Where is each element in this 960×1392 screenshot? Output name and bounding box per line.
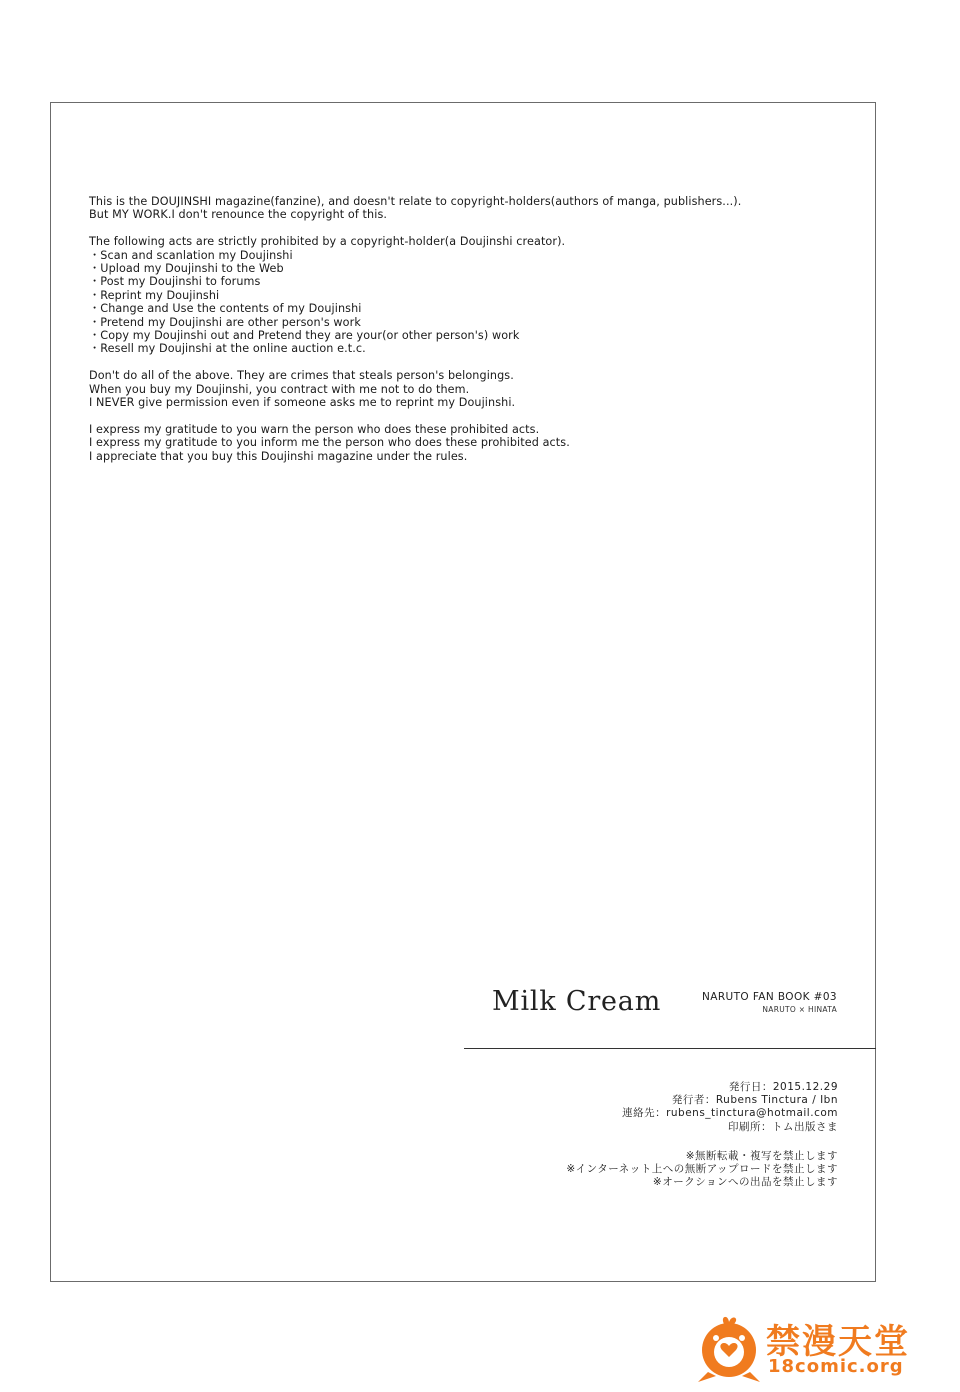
notice-line: The following acts are strictly prohibited by a copyright-holder(a Doujinshi creator). [89,235,566,249]
printer: 印刷所：トム出版さま [728,1120,838,1133]
notice-line: I express my gratitude to you inform me the person who does these prohibited acts. [89,436,570,450]
series-label: NARUTO FAN BOOK #03 [701,991,837,1003]
mascot-logo-icon [694,1312,764,1384]
site-watermark [694,1310,924,1386]
notice-spacer [89,409,849,422]
notice-line: I NEVER give permission even if someone asks me to reprint my Doujinshi. [89,396,516,410]
watermark-name: 禁漫天堂 [766,1322,910,1362]
colophon [622,1081,838,1134]
book-title: Milk Cream [492,986,662,1017]
warning-line: ※オークションへの出品を禁止します [652,1176,838,1189]
notice-line: But MY WORK.I don't renounce the copyright of this. [89,208,388,222]
publish-date: 発行日：2015.12.29 [728,1081,838,1093]
warning-line: ※無断転載・複写を禁止します [685,1150,838,1162]
notice-line: Don't do all of the above. They are crimes that steals person's belongings. [89,369,514,383]
warning-line: ※インターネット上への無断アップロードを禁止します [566,1163,838,1176]
reprint-warnings [566,1150,838,1190]
prohibited-item: ・Copy my Doujinshi out and Pretend they are your(or other person's) work [89,329,520,343]
copyright-notice [89,195,849,463]
prohibited-item: ・Pretend my Doujinshi are other person's work [89,315,361,329]
notice-line: When you buy my Doujinshi, you contract with me not to do them. [89,382,470,396]
pairing-label: NARUTO × HINATA [762,1005,837,1014]
prohibited-item: ・Post my Doujinshi to forums [89,275,261,289]
colophon-divider [464,1048,876,1049]
prohibited-item: ・Reprint my Doujinshi [89,288,220,302]
notice-line: I appreciate that you buy this Doujinshi magazine under the rules. [89,449,468,463]
notice-line: This is the DOUJINSHI magazine(fanzine), and doesn't relate to copyright-holders(authors of manga, publishers...). [89,195,742,208]
contact-email: 連絡先：rubens_tinctura@hotmail.com [622,1107,838,1120]
notice-line: I express my gratitude to you warn the person who does these prohibited acts. [89,422,540,436]
notice-spacer [89,356,849,369]
publisher: 発行者：Rubens Tinctura / Ibn [671,1094,838,1107]
prohibited-item: ・Scan and scanlation my Doujinshi [89,248,293,262]
prohibited-item: ・Upload my Doujinshi to the Web [89,262,284,276]
prohibited-item: ・Resell my Doujinshi at the online auction e.t.c. [89,342,366,356]
prohibited-item: ・Change and Use the contents of my Doujinshi [89,302,362,316]
watermark-url: 18comic.org [768,1356,904,1377]
notice-spacer [89,222,849,235]
